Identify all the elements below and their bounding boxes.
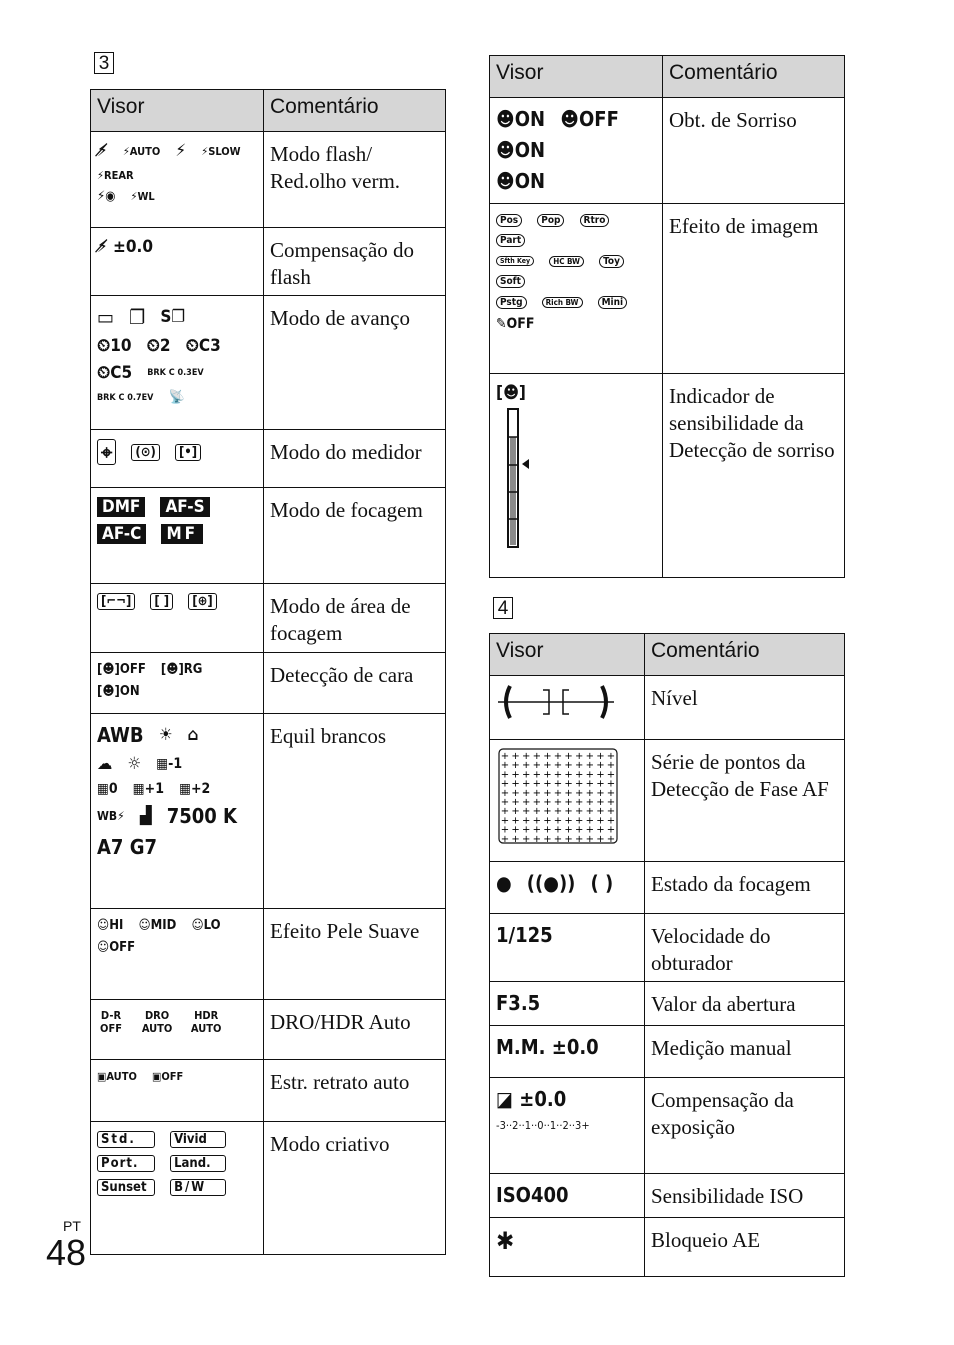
smile-off-icon: ☻OFF bbox=[560, 107, 619, 131]
flexible-spot-icon: [⊕] bbox=[188, 593, 217, 610]
fluor-minus1-icon: ▦-1 bbox=[156, 756, 183, 772]
header-visor: Visor bbox=[490, 634, 645, 676]
svg-text:+: + bbox=[500, 806, 510, 818]
header-comment: Comentário bbox=[645, 634, 845, 676]
display-table-right-top bbox=[489, 55, 845, 578]
comment-drive-mode: Modo de avanço bbox=[264, 296, 446, 430]
svg-text:+: + bbox=[564, 833, 573, 845]
svg-text:+: + bbox=[606, 751, 616, 762]
white-balance-icons bbox=[91, 714, 264, 909]
svg-text:+: + bbox=[575, 824, 584, 836]
smile-on-icon: ☻ON bbox=[496, 169, 546, 193]
face-detection-icons bbox=[91, 653, 264, 714]
svg-text:+: + bbox=[596, 778, 605, 790]
soft-skin-off-icon: ☺OFF bbox=[97, 940, 136, 955]
svg-text:+: + bbox=[543, 797, 552, 808]
svg-text:+: + bbox=[596, 787, 605, 799]
speed-priority-icon: S❐ bbox=[160, 307, 186, 327]
svg-text:+: + bbox=[606, 824, 616, 836]
hdr-painting-icon: Pstg bbox=[496, 296, 527, 309]
svg-text:+: + bbox=[575, 833, 584, 845]
table-row bbox=[490, 1078, 845, 1174]
svg-text:+: + bbox=[596, 833, 605, 845]
svg-text:+: + bbox=[500, 787, 510, 799]
svg-text:+: + bbox=[500, 815, 510, 827]
miniature-icon: Mini bbox=[598, 296, 628, 309]
level-icons bbox=[490, 676, 645, 740]
svg-text:+: + bbox=[511, 815, 520, 827]
picture-effect-off-icon: ✎OFF bbox=[496, 315, 535, 332]
svg-text:+: + bbox=[511, 806, 520, 818]
self-timer-c3-icon: ⏲C3 bbox=[185, 336, 221, 356]
table-row bbox=[91, 909, 446, 1000]
table-row bbox=[490, 982, 845, 1026]
svg-text:+: + bbox=[543, 760, 552, 772]
svg-text:+: + bbox=[553, 806, 563, 818]
display-table-left bbox=[90, 89, 446, 1255]
flash-rear-icon: ⚡REAR bbox=[97, 168, 134, 182]
svg-text:+: + bbox=[575, 797, 584, 808]
svg-text:+: + bbox=[543, 769, 552, 781]
high-contrast-mono-icon: HC BW bbox=[549, 256, 584, 267]
fluor-plus2-icon: ▦+2 bbox=[179, 781, 211, 797]
phase-af-icons bbox=[490, 740, 645, 862]
header-visor: Visor bbox=[490, 56, 663, 98]
page-number: 48 bbox=[46, 1232, 87, 1273]
daylight-icon: ☀ bbox=[158, 725, 173, 745]
svg-text:+: + bbox=[553, 824, 563, 836]
flash-slow-icon: ⚡SLOW bbox=[201, 144, 241, 158]
svg-text:+: + bbox=[553, 778, 563, 790]
svg-text:+: + bbox=[500, 760, 510, 772]
svg-text:+: + bbox=[606, 787, 616, 799]
svg-text:+: + bbox=[585, 797, 594, 808]
landscape-style-icon: Land. bbox=[170, 1155, 226, 1172]
focusing-icon: ( ) bbox=[590, 871, 614, 895]
svg-text:+: + bbox=[596, 751, 605, 762]
standard-style-icon: Std. bbox=[97, 1131, 155, 1148]
svg-text:+: + bbox=[564, 797, 573, 808]
creative-style-icons bbox=[91, 1122, 264, 1255]
smile-sensitivity-icons bbox=[490, 374, 663, 578]
svg-text:+: + bbox=[532, 797, 541, 808]
flash-compensation-icon: ⚡̸ ±0.0 bbox=[97, 237, 153, 257]
comment-picture-effect: Efeito de imagem bbox=[663, 204, 845, 374]
soft-skin-hi-icon: ☺HI bbox=[97, 918, 124, 933]
svg-text:+: + bbox=[596, 760, 605, 772]
comment-shutter-speed: Velocidade do obturador bbox=[645, 914, 845, 982]
dro-hdr-icons bbox=[91, 1000, 264, 1060]
svg-text:+: + bbox=[522, 806, 531, 818]
pop-color-icon: Pop bbox=[537, 214, 564, 227]
svg-text:+: + bbox=[511, 787, 520, 799]
svg-text:+: + bbox=[522, 760, 531, 772]
dro-auto-icon: DRO AUTO bbox=[141, 1009, 173, 1035]
focus-mode-icons bbox=[91, 488, 264, 584]
svg-text:+: + bbox=[596, 824, 605, 836]
focus-locked-icon: ● bbox=[496, 871, 512, 895]
svg-text:+: + bbox=[532, 806, 541, 818]
section-number-4: 4 bbox=[493, 597, 513, 619]
svg-text:+: + bbox=[543, 751, 552, 762]
svg-text:+: + bbox=[575, 815, 584, 827]
svg-text:+: + bbox=[522, 824, 531, 836]
svg-text:+: + bbox=[511, 824, 520, 836]
svg-text:+: + bbox=[522, 797, 531, 808]
hdr-auto-icon: HDR AUTO bbox=[190, 1009, 222, 1035]
svg-text:+: + bbox=[532, 815, 541, 827]
color-temp-value: 7500 K bbox=[166, 804, 237, 828]
shutter-speed-value: 1/125 bbox=[496, 923, 553, 947]
svg-text:+: + bbox=[564, 751, 573, 762]
aperture-value: F3.5 bbox=[496, 991, 541, 1015]
soft-skin-icons bbox=[91, 909, 264, 1000]
svg-text:+: + bbox=[532, 778, 541, 790]
comment-metering-mode: Modo do medidor bbox=[264, 430, 446, 488]
svg-text:+: + bbox=[532, 769, 541, 781]
drive-mode-icons bbox=[91, 296, 264, 430]
svg-text:+: + bbox=[585, 778, 594, 790]
svg-text:+: + bbox=[606, 815, 616, 827]
face-detection-off-icon: [☻]OFF bbox=[97, 662, 146, 677]
svg-text:+: + bbox=[585, 815, 594, 827]
svg-text:+: + bbox=[596, 815, 605, 827]
table-row bbox=[91, 1000, 446, 1060]
svg-text:+: + bbox=[596, 806, 605, 818]
self-timer-c5-icon: ⏲C5 bbox=[97, 363, 133, 383]
svg-text:+: + bbox=[511, 778, 520, 790]
table-header bbox=[490, 56, 845, 98]
svg-text:+: + bbox=[553, 751, 563, 762]
table-row bbox=[91, 653, 446, 714]
table-row bbox=[490, 98, 845, 204]
svg-text:+: + bbox=[575, 769, 584, 781]
table-row bbox=[490, 862, 845, 914]
face-registration-icon: [☻]RG bbox=[160, 662, 203, 677]
portrait-style-icon: Port. bbox=[97, 1155, 155, 1172]
color-filter-value: A7 G7 bbox=[97, 835, 157, 859]
svg-text:+: + bbox=[532, 824, 541, 836]
svg-text:+: + bbox=[585, 806, 594, 818]
af-c-icon: AF-C bbox=[97, 524, 146, 544]
svg-text:+: + bbox=[500, 778, 510, 790]
comment-smile-shutter: Obt. de Sorriso bbox=[663, 98, 845, 204]
svg-text:+: + bbox=[606, 778, 616, 790]
svg-text:+: + bbox=[606, 769, 616, 781]
header-comment: Comentário bbox=[663, 56, 845, 98]
comment-focus-area: Modo de área de focagem bbox=[264, 584, 446, 653]
table-row bbox=[91, 132, 446, 228]
cloudy-icon: ☁ bbox=[97, 754, 113, 774]
svg-text:+: + bbox=[543, 787, 552, 799]
shutter-speed-icons bbox=[490, 914, 645, 982]
aperture-icons bbox=[490, 982, 645, 1026]
soft-skin-mid-icon: ☺MID bbox=[138, 918, 177, 933]
flash-wireless-icon: ⚡WL bbox=[130, 189, 155, 203]
table-row bbox=[91, 296, 446, 430]
exposure-compensation-icons bbox=[490, 1078, 645, 1174]
svg-text:+: + bbox=[500, 751, 510, 762]
metered-manual-value: M.M. ±0.0 bbox=[496, 1035, 599, 1059]
svg-text:+: + bbox=[575, 787, 584, 799]
svg-text:+: + bbox=[522, 751, 531, 762]
phase-detection-af-grid-icon bbox=[496, 746, 620, 846]
svg-text:+: + bbox=[553, 787, 563, 799]
face-detection-on-icon: [☻]ON bbox=[97, 684, 140, 699]
svg-text:+: + bbox=[564, 778, 573, 790]
comment-metered-manual: Medição manual bbox=[645, 1026, 845, 1078]
table-row bbox=[91, 1060, 446, 1122]
comment-level: Nível bbox=[645, 676, 845, 740]
smile-on-icon: ☻ON bbox=[496, 107, 546, 131]
header-comment: Comentário bbox=[264, 90, 446, 132]
flash-compensation-icons bbox=[91, 228, 264, 296]
section-number-3: 3 bbox=[94, 52, 114, 74]
table-row bbox=[490, 676, 845, 740]
exposure-compensation-value: ◪ ±0.0 bbox=[496, 1087, 567, 1111]
svg-text:+: + bbox=[606, 806, 616, 818]
svg-text:+: + bbox=[585, 760, 594, 772]
table-header bbox=[490, 634, 845, 676]
self-timer-2-icon: ⏲2 bbox=[146, 336, 171, 356]
svg-text:+: + bbox=[575, 806, 584, 818]
table-row bbox=[91, 1122, 446, 1255]
svg-text:+: + bbox=[596, 769, 605, 781]
comment-soft-skin: Efeito Pele Suave bbox=[264, 909, 446, 1000]
soft-skin-lo-icon: ☺LO bbox=[191, 918, 221, 933]
comment-aperture: Valor da abertura bbox=[645, 982, 845, 1026]
comment-smile-sensitivity: Indicador de sensibilidade da Detecção de sorriso bbox=[663, 374, 845, 578]
page-language: PT bbox=[63, 1218, 81, 1234]
comment-phase-af: Série de pontos da Detecção de Fase AF bbox=[645, 740, 845, 862]
fluor-plus1-icon: ▦+1 bbox=[132, 781, 164, 797]
picture-effect-icons bbox=[490, 204, 663, 374]
spot-metering-icon: [•] bbox=[175, 444, 201, 461]
header-visor: Visor bbox=[91, 90, 264, 132]
flash-redeye-icon: ⚡◉ bbox=[97, 188, 116, 204]
focus-tracking-icon: ((●)) bbox=[526, 871, 576, 895]
wide-area-icon: [⌐¬] bbox=[97, 593, 135, 610]
table-header bbox=[91, 90, 446, 132]
af-s-icon: AF-S bbox=[160, 497, 209, 517]
svg-text:+: + bbox=[606, 833, 616, 845]
smile-shutter-icons bbox=[490, 98, 663, 204]
svg-text:+: + bbox=[575, 778, 584, 790]
svg-text:+: + bbox=[564, 769, 573, 781]
comment-ae-lock: Bloqueio AE bbox=[645, 1218, 845, 1277]
flash-off-icon: ⚡̸ bbox=[97, 141, 108, 161]
dro-off-icon: D-R OFF bbox=[100, 1009, 122, 1035]
continuous-shot-icon: ❐ bbox=[129, 305, 146, 329]
metered-manual-icons bbox=[490, 1026, 645, 1078]
comment-focus-status: Estado da focagem bbox=[645, 862, 845, 914]
svg-text:+: + bbox=[532, 787, 541, 799]
svg-text:+: + bbox=[585, 769, 594, 781]
svg-text:+: + bbox=[522, 787, 531, 799]
awb-icon: AWB bbox=[97, 723, 144, 747]
smile-detection-icon: [☻] bbox=[496, 383, 526, 403]
svg-text:+: + bbox=[575, 760, 584, 772]
svg-text:+: + bbox=[511, 769, 520, 781]
ae-lock-icons bbox=[490, 1218, 645, 1277]
level-gauge-icon bbox=[496, 682, 616, 722]
table-row bbox=[490, 1218, 845, 1277]
comment-dro-hdr: DRO/HDR Auto bbox=[264, 1000, 446, 1060]
svg-text:+: + bbox=[500, 833, 510, 845]
svg-text:+: + bbox=[522, 833, 531, 845]
auto-portrait-auto-icon: ▣AUTO bbox=[97, 1069, 137, 1083]
svg-text:+: + bbox=[532, 833, 541, 845]
comment-white-balance: Equil brancos bbox=[264, 714, 446, 909]
comment-focus-mode: Modo de focagem bbox=[264, 488, 446, 584]
mf-icon: MF bbox=[161, 524, 203, 544]
svg-text:+: + bbox=[532, 751, 541, 762]
svg-text:+: + bbox=[500, 797, 510, 808]
svg-text:+: + bbox=[564, 787, 573, 799]
bw-style-icon: B/W bbox=[170, 1179, 226, 1196]
vivid-style-icon: Vivid bbox=[170, 1131, 226, 1148]
smile-sensitivity-meter bbox=[496, 407, 536, 552]
svg-text:+: + bbox=[522, 778, 531, 790]
bracket-07-icon: BRK C 0.7EV bbox=[97, 392, 154, 403]
shade-icon: ⌂ bbox=[187, 725, 199, 745]
flash-wb-icon: WB⚡ bbox=[97, 809, 125, 823]
table-row bbox=[490, 1026, 845, 1078]
comment-exposure-compensation: Compensação da exposição bbox=[645, 1078, 845, 1174]
dmf-icon: DMF bbox=[97, 497, 145, 517]
smile-on-icon: ☻ON bbox=[496, 138, 546, 162]
svg-text:+: + bbox=[585, 824, 594, 836]
metering-mode-icons bbox=[91, 430, 264, 488]
svg-text:+: + bbox=[553, 769, 563, 781]
svg-text:+: + bbox=[553, 760, 563, 772]
svg-text:+: + bbox=[564, 806, 573, 818]
single-shot-icon: ▭ bbox=[97, 305, 115, 329]
svg-text:+: + bbox=[585, 751, 594, 762]
flash-mode-icons bbox=[91, 132, 264, 228]
svg-text:+: + bbox=[585, 833, 594, 845]
display-table-right-bottom bbox=[489, 633, 845, 1277]
svg-text:+: + bbox=[511, 833, 520, 845]
svg-text:+: + bbox=[500, 769, 510, 781]
svg-text:+: + bbox=[500, 824, 510, 836]
comment-face-detection: Detecção de cara bbox=[264, 653, 446, 714]
self-timer-10-icon: ⏲10 bbox=[97, 336, 132, 356]
svg-text:+: + bbox=[511, 760, 520, 772]
table-row bbox=[490, 740, 845, 862]
svg-text:+: + bbox=[606, 797, 616, 808]
svg-text:+: + bbox=[596, 797, 605, 808]
svg-text:+: + bbox=[532, 760, 541, 772]
svg-text:+: + bbox=[522, 769, 531, 781]
table-row bbox=[490, 204, 845, 374]
svg-text:+: + bbox=[606, 760, 616, 772]
partial-color-icon: Part bbox=[496, 234, 525, 247]
svg-text:+: + bbox=[543, 815, 552, 827]
svg-text:+: + bbox=[543, 806, 552, 818]
iso-icons bbox=[490, 1174, 645, 1218]
svg-text:+: + bbox=[585, 787, 594, 799]
sunset-style-icon: Sunset bbox=[97, 1179, 155, 1196]
svg-text:+: + bbox=[543, 833, 552, 845]
focus-area-icons bbox=[91, 584, 264, 653]
svg-text:+: + bbox=[522, 815, 531, 827]
comment-creative-style: Modo criativo bbox=[264, 1122, 446, 1255]
auto-portrait-icons bbox=[91, 1060, 264, 1122]
soft-high-key-icon: Sfth Key bbox=[496, 256, 534, 266]
table-row bbox=[490, 914, 845, 982]
flash-fill-icon: ⚡ bbox=[175, 141, 187, 161]
rich-tone-mono-icon: Rich BW bbox=[542, 297, 583, 308]
svg-text:+: + bbox=[564, 824, 573, 836]
comment-flash-compensation: Compensação do flash bbox=[264, 228, 446, 296]
table-row bbox=[91, 584, 446, 653]
comment-auto-portrait: Estr. retrato auto bbox=[264, 1060, 446, 1122]
multi-metering-icon: ⌖ bbox=[97, 439, 116, 465]
table-row bbox=[91, 228, 446, 296]
ae-lock-icon: ✱ bbox=[496, 1227, 515, 1255]
iso-value: ISO400 bbox=[496, 1183, 569, 1207]
toy-camera-icon: Toy bbox=[599, 255, 624, 268]
flash-auto-icon: ⚡AUTO bbox=[122, 144, 161, 158]
svg-text:+: + bbox=[553, 797, 563, 808]
svg-text:+: + bbox=[543, 824, 552, 836]
soft-focus-icon: Soft bbox=[496, 275, 525, 288]
svg-text:+: + bbox=[511, 797, 520, 808]
center-metering-icon: (⊙) bbox=[131, 444, 160, 461]
table-row bbox=[490, 1174, 845, 1218]
svg-text:+: + bbox=[564, 760, 573, 772]
table-row bbox=[91, 430, 446, 488]
table-row bbox=[91, 714, 446, 909]
svg-text:+: + bbox=[553, 815, 563, 827]
svg-text:+: + bbox=[575, 751, 584, 762]
exposure-scale: -3··2··1··0··1··2··3+ bbox=[496, 1118, 590, 1132]
posterization-icon: Pos bbox=[496, 214, 522, 227]
svg-text:+: + bbox=[553, 833, 563, 845]
table-row bbox=[91, 488, 446, 584]
color-temp-icon: ▟ bbox=[139, 806, 152, 826]
comment-flash-mode: Modo flash/ Red.olho verm. bbox=[264, 132, 446, 228]
fluor-0-icon: ▦0 bbox=[97, 781, 118, 797]
comment-iso: Sensibilidade ISO bbox=[645, 1174, 845, 1218]
remote-icon: 📡 bbox=[168, 390, 185, 405]
auto-portrait-off-icon: ▣OFF bbox=[151, 1069, 184, 1083]
incandescent-icon: ☼ bbox=[127, 754, 142, 774]
table-row bbox=[490, 374, 845, 578]
focus-status-icons bbox=[490, 862, 645, 914]
retro-photo-icon: Rtro bbox=[580, 214, 610, 227]
center-area-icon: [ ] bbox=[150, 593, 173, 610]
svg-text:+: + bbox=[511, 751, 520, 762]
bracket-03-icon: BRK C 0.3EV bbox=[147, 368, 204, 378]
svg-text:+: + bbox=[543, 778, 552, 790]
svg-text:+: + bbox=[564, 815, 573, 827]
